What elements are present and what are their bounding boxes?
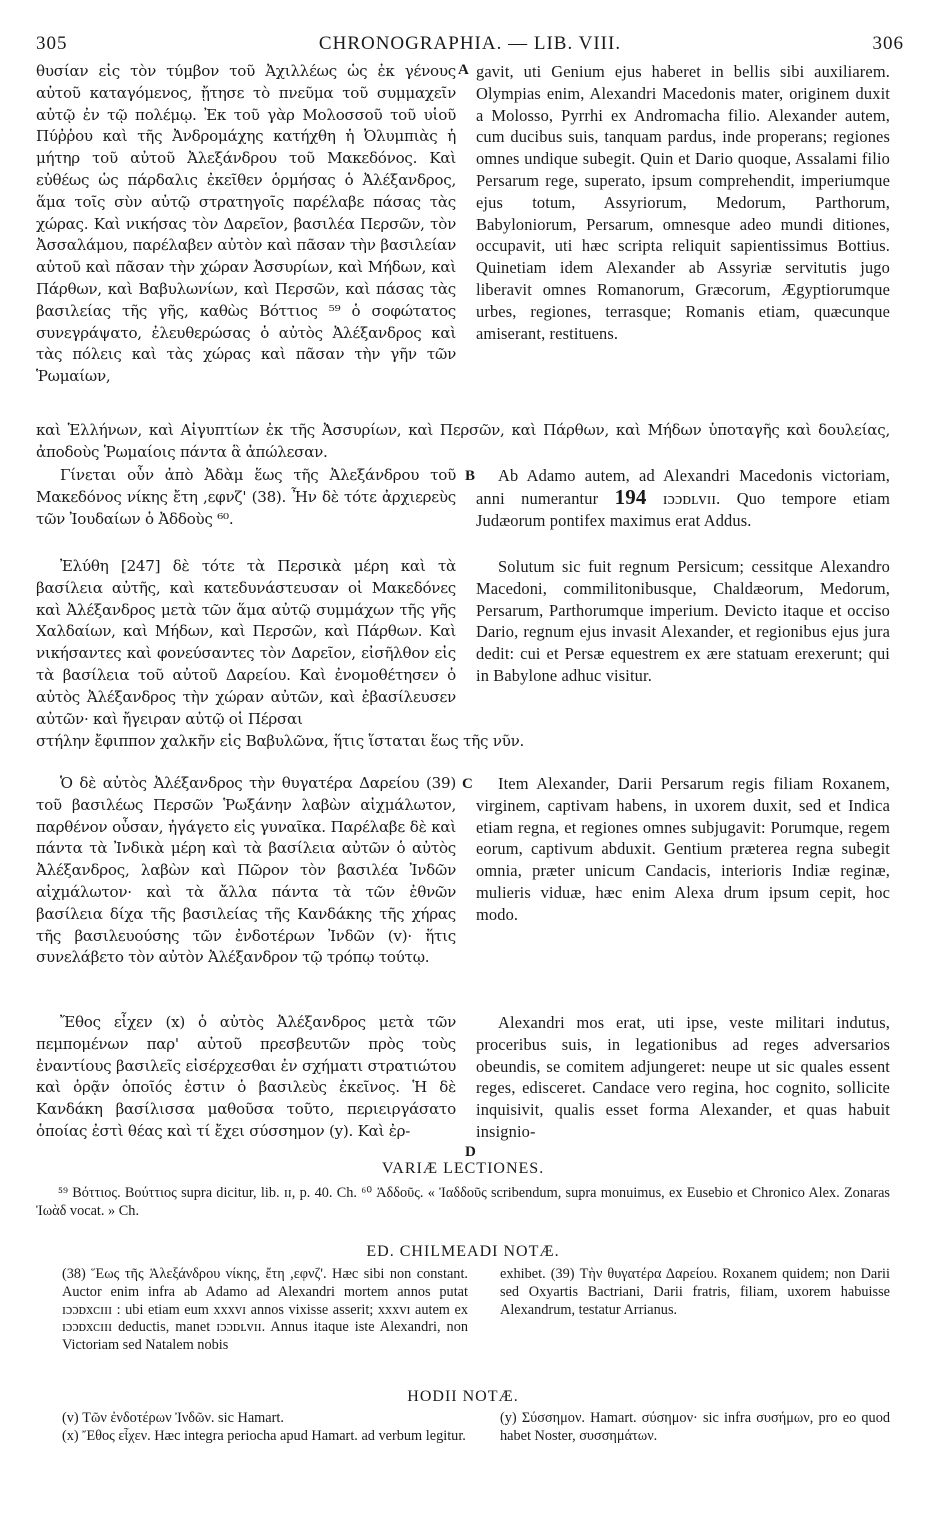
latin-paragraph-b bbox=[476, 465, 890, 553]
greek-paragraph-d: Ἔθος εἶχεν (x) ὁ αὐτὸς Ἀλέξανδρος μετὰ τῶν πεμπομένων παρ' αὐτοῦ πρεσβευτῶν πρὸς τοὺς ἐναντίους βασιλεῖς εἰσέρχεσθαι ἐν σχήματι στρατιώτου καὶ ὁρᾷν ὁποῖός ἐστιν ὁ βασιλεὺς ἐκεῖνος. Ἡ δὲ Κανδάκη βασίλισσα μαθοῦσα τοῦτο, περιειργάσατο ὁποίας ἐστὶ θέας καὶ τί ἔχει σύσσημον (y). Καὶ ἐρ- bbox=[36, 1013, 456, 1140]
latin-paragraph-a: gavit, uti Genium ejus haberet in bellis sibi auxiliarem. Olympias enim, Alexandri Macedonis mater, originem duxit a Molosso, Pyrrhi ex Andromacha filio. Alexander autem, cum ducibus suis, tanquam pardus, inde properans; regiones omnes undique subegit. Quin et Dario quoque, Assalami filio Persarum rege, superato, ipsum comprehendit, imperiumque ejus totum, Assyriorum, Medorum, Parthorum, Babyloniorum, Persarum, omnesque adeo mundi ditiones, occupavit, uti hæc scripta reliquit sapientissimus Bottius. Quinetiam idem Alexander ab Assyriæ servitutis jugo liberavit omnes Romanorum, Græcorum, Ægyptiorumque urbes, regiones, terrasque; Romanis etiam, quæcunque amiserant, restituens. bbox=[476, 62, 890, 343]
greek-paragraph-a: θυσίαν εἰς τὸν τύμβον τοῦ Ἀχιλλέως ὡς ἐκ γένους αὐτοῦ καταγόμενος, ᾔτησε τὸ πνεῦμα τοῦ συμμαχεῖν αὐτῷ ἐν τῷ πολέμῳ. Ἐκ τοῦ γὰρ Μολοσσοῦ τοῦ υἱοῦ Πύῤῥου καὶ τῆς Ἀνδρομάχης κατήχθη ἡ Ὀλυμπιὰς ἡ μήτηρ τοῦ αὐτοῦ Ἀλεξάνδρου τοῦ Μακεδόνος. Καὶ εὐθέως ὡς πάρδαλις ἐκεῖθεν ὁρμήσας ὁ Ἀλέξανδρος, ἅμα τοῖς σὺν αὐτῷ στρατηγοῖς παρέλαβε πάσας τὰς χώρας. Καὶ νικήσας τὸν Δαρεῖον, βασιλέα Περσῶν, τὸν Ἀσσαλάμου, παρέλαβεν αὐτὸν καὶ πᾶσαν τὴν βασιλείαν αὐτοῦ καὶ πᾶσαν τὴν χώραν Ἀσσυρίων, καὶ Μήδων, καὶ Πάρθων, καὶ Βαβυλωνίων, καὶ Περσῶν, καὶ πάσας τὰς βασιλείας τῆς γῆς, καθὼς Βόττιος ⁵⁹ ὁ σοφώτατος συνεγράψατο, ἐλευθερώσας ὁ αὐτὸς Ἀλέξανδρος καὶ τὰς πόλεις καὶ τὰς χώρας καὶ πᾶσαν τὴν γῆν τῶν Ῥωμαίων, bbox=[36, 62, 456, 386]
chilmead-notes-heading: ED. CHILMEADI NOTÆ. bbox=[366, 1243, 560, 1260]
latin-b-pre: Ab Adamo autem, ad Alexandri Macedonis victoriam, anni numerantur bbox=[476, 466, 890, 508]
latin-paragraph-c: Item Alexander, Darii Persarum regis filiam Roxanem, virginem, captivam habens, in uxorem duxit, sed et Indica etiam regna, et regiones omnes subjugavit: Porumque, regem eorum, captivum abduxit. Gentium præterea regna subegit omnia, præter unicum Candacis, interioris Indiæ reginæ, mulieris viduæ, hæc enim Alexa drum ipsum cepit, hoc modo. bbox=[476, 774, 890, 924]
hodii-note-y: (y) Σύσσημον. Hamart. σύσημον· sic infra συσήμων, pro eo quod habet Noster, συσσημάτων. bbox=[500, 1410, 890, 1444]
greek-paragraph-a-continuation: καὶ Ἑλλήνων, καὶ Αἰγυπτίων ἐκ τῆς Ἀσσυρίων, καὶ Περσῶν, καὶ Πάρθων, καὶ Μήδων ὑποταγῆς καὶ δουλείας, ἀποδοὺς Ῥωμαίοις πάντα ἃ ἀπώλεσαν. bbox=[36, 421, 890, 461]
greek-paragraph-b2: Ἐλύθη [247] δὲ τότε τὰ Περσικὰ μέρη καὶ τὰ βασίλεια αὐτῆς, καὶ κατεδυνάστευσαν οἱ Μακεδόνες καὶ Ἀλέξανδρος μετὰ τῶν ἅμα αὐτῷ συμμάχων τῆς γῆς Χαλδαίων, καὶ Μήδων, καὶ Περσῶν, καὶ Πάρθων. Καὶ νικήσαντες καὶ φονεύσαντες τὸν Δαρεῖον, εἰσῆλθον εἰς τὰ βασίλεια τοῦ αὐτοῦ Δαρείου. Καὶ ἐνομοθέτησεν ὁ αὐτὸς Ἀλέξανδρος τὴν χώραν αὐτῶν, καὶ ἐβασίλευσεν αὐτῶν· καὶ ἤγειραν αὐτῷ οἱ Πέρσαι bbox=[36, 557, 456, 728]
section-marker-d: D bbox=[465, 1144, 476, 1160]
hodii-note-x: (x) Ἔθος εἶχεν. Hæc integra periocha apud Hamart. ad verbum legitur. bbox=[62, 1428, 466, 1444]
greek-paragraph-b: Γίνεται οὖν ἀπὸ Ἀδὰμ ἕως τῆς Ἀλεξάνδρου τοῦ Μακεδόνος νίκης ἔτη ,εφνζ' (38). Ἦν δὲ τότε ἀρχιερεὺς τῶν Ἰουδαίων ὁ Ἀδδοὺς ⁶⁰. bbox=[36, 466, 456, 528]
page-number-right: 306 bbox=[872, 33, 904, 54]
hodii-note-v: (v) Τῶν ἐνδοτέρων Ἰνδῶν. sic Hamart. bbox=[62, 1410, 284, 1426]
variae-lectiones-text: ⁵⁹ Βόττιος. Βούττιος supra dicitur, lib. ɪɪ, p. 40. Ch. ⁶⁰ Ἀδδοῦς. « Ἰαδδοῦς scribendum, supra monuimus, ex Eusebio et Chronico Alex. Zonaras Ἰωὰδ vocat. » Ch. bbox=[36, 1185, 890, 1219]
latin-paragraph-d: Alexandri mos erat, uti ipse, veste militari indutus, proceribus suis, in legationibus ad reges adversarios obeundis, se comitem adjungeret: neupe ut sic quales essent reges, edisceret. Candace vero regina, hoc cognito, sollicite inquisivit, qualis esset forma Alexander, et quas habuit insignio- bbox=[476, 1013, 890, 1141]
section-marker-a: A bbox=[458, 62, 469, 78]
greek-paragraph-c: Ὁ δὲ αὐτὸς Ἀλέξανδρος τὴν θυγατέρα Δαρείου (39) τοῦ βασιλέως Περσῶν Ῥωξάνην λαβὼν αἰχμάλωτον, παρθένον οὖσαν, ἠγάγετο εἰς γυναῖκα. Παρέλαβε δὲ καὶ πάντα τὰ Ἰνδικὰ μέρη καὶ τὰ βασίλεια αὐτῶν ὁ αὐτὸς Ἀλέξανδρος, λαβὼν καὶ Πῶρον τὸν βασιλέα Ἰνδῶν αἰχμάλωτον· καὶ τὰ ἄλλα πάντα τὰ τῶν ἐθνῶν βασίλεια δίχα τῆς βασιλείας τῆς Κανδάκης τῆς χήρας τῆς βασιλευούσης τῶν ἐνδοτέρων Ἰνδῶν (v)· ἥτις συνελάβετο τὸν αὐτὸν Ἀλέξανδρον τῷ τρόπῳ τούτῳ. bbox=[36, 774, 456, 967]
hodii-notes-heading: HODII NOTÆ. bbox=[407, 1388, 519, 1405]
variae-lectiones-heading: VARIÆ LECTIONES. bbox=[381, 1160, 545, 1177]
column-number: 194 bbox=[614, 484, 647, 509]
section-marker-c: C bbox=[462, 776, 473, 792]
latin-b-post: ɪɔɔᴅʟᴠɪɪ. Quo tempore etiam Judæorum pontifex maximus erat Addus. bbox=[476, 488, 890, 530]
running-header bbox=[36, 33, 904, 63]
chilmead-notes-right: exhibet. (39) Τὴν θυγατέρα Δαρείου. Roxanem quidem; non Darii sed Oxyartis Bactriani, Darii fratris, filiam, uxorem habuisse Alexandrum, testatur Arrianus. bbox=[500, 1266, 890, 1318]
page-number-left: 305 bbox=[36, 33, 68, 54]
greek-paragraph-b2-continuation: στήλην ἔφιππον χαλκῆν εἰς Βαβυλῶνα, ἥτις ἵσταται ἕως τῆς νῦν. bbox=[36, 732, 525, 750]
latin-paragraph-b2: Solutum sic fuit regnum Persicum; cessitque Alexandro Macedoni, commilitonibusque, Chaldæorum, Medorum, Persarum, Parthorumque imperium. Devicto itaque et occiso Dario, regnum ejus invasit Alexander, et regionibus ejus jura dedit: cui et Persæ equestrem ex ære statuam erexerunt; qui in Babylone adhuc visitur. bbox=[476, 557, 890, 685]
section-marker-b: B bbox=[465, 468, 476, 484]
running-title: CHRONOGRAPHIA. — LIB. VIII. bbox=[318, 33, 622, 54]
chilmead-notes-left: (38) Ἕως τῆς Ἀλεξάνδρου νίκης, ἔτη ,εφνζ'. Hæc sibi non constant. Auctor enim infra ab Adamo ad Alexandri mortem annos putat ɪɔɔᴅxᴄɪɪɪ : ubi etiam eum xxxᴠɪ annos vixisse asserit; xxxᴠɪ autem ex ɪɔɔᴅxᴄɪɪɪ deductis, manet ɪɔɔᴅʟᴠɪɪ. Annus itaque iste Alexandri, non Victoriam sed Natalem nobis bbox=[62, 1266, 468, 1354]
